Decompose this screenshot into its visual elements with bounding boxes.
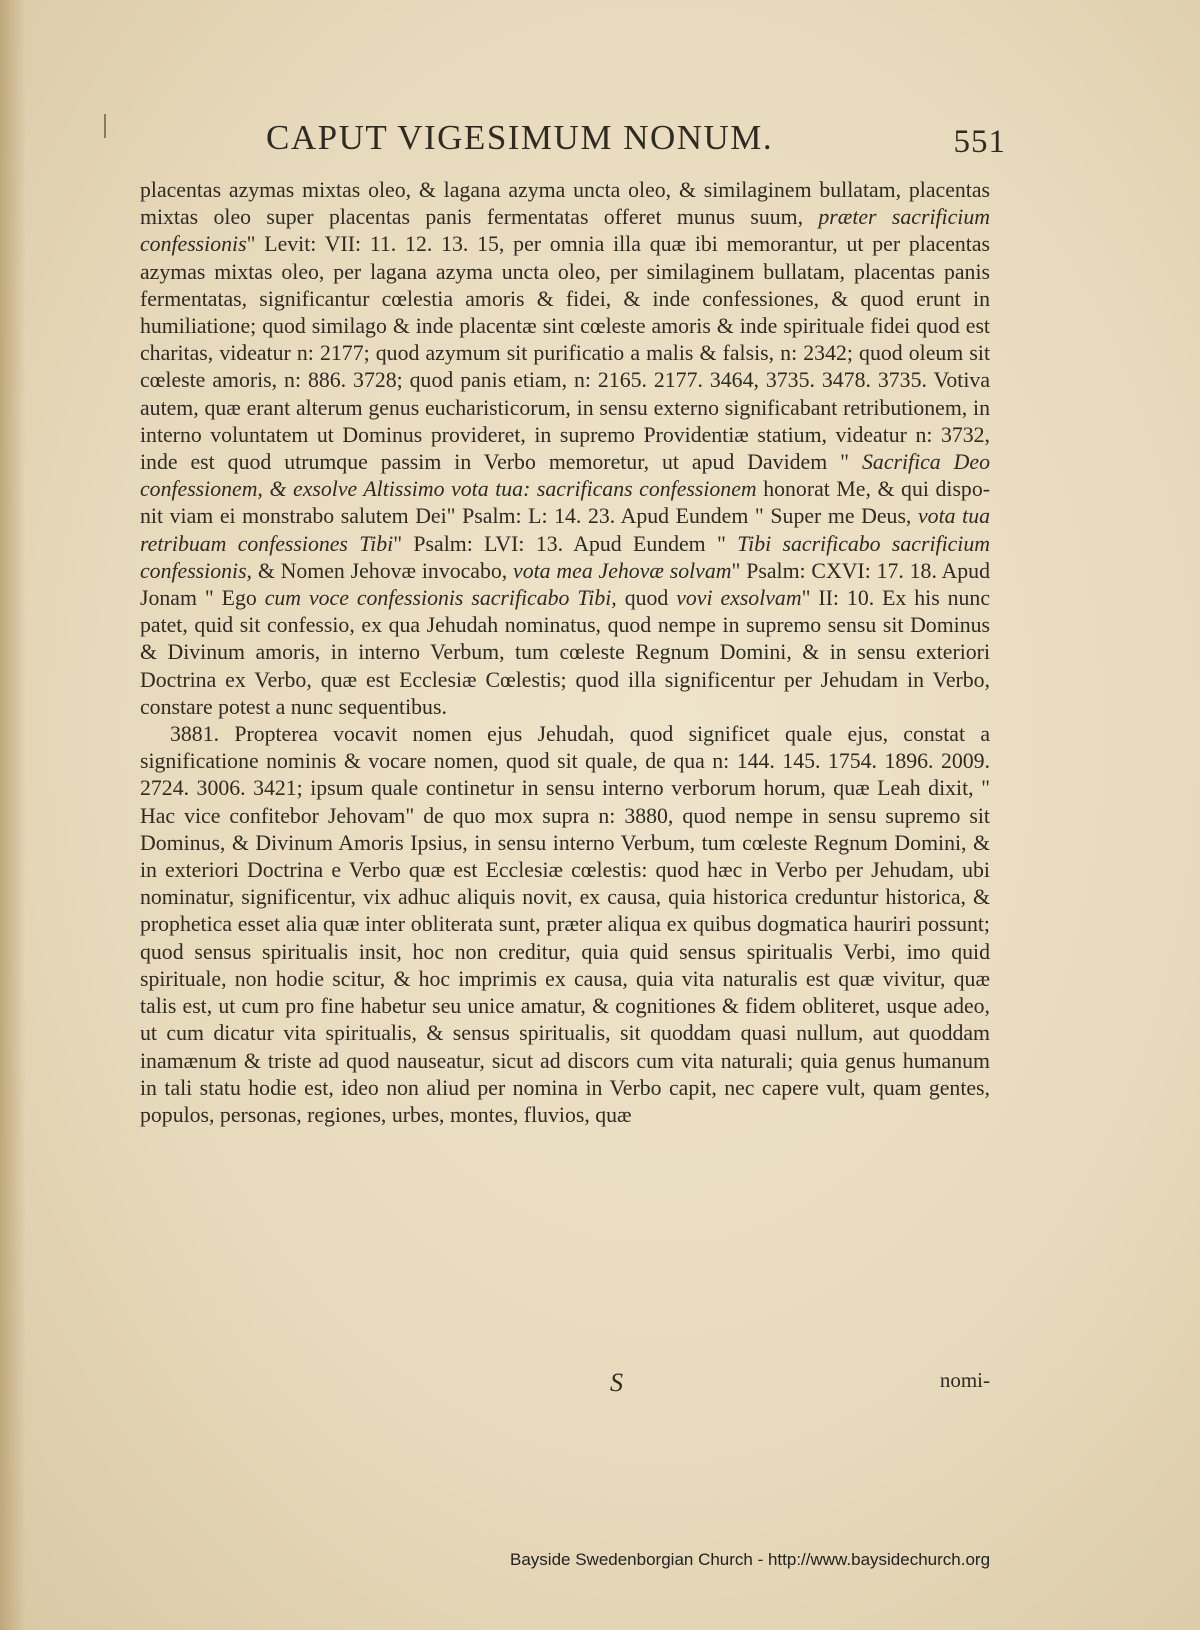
paragraph-continued: placentas azymas mixtas oleo, & lagana azyma uncta oleo, & similaginem bullatam, placentas mixtas oleo super placentas panis fermentatas offeret munus suum, præter sacrificium confessionis" Levit: VII: 11. 12. 13. 15, per omnia illa quæ ibi memorantur, ut per placentas azymas mixtas oleo, per lagana azyma uncta oleo, per similaginem bullatam, placentas panis fermentatas, significantur cœlestia amoris & fidei, & inde confessiones, & quod erunt in humiliatione; quod similago & inde placentæ sint cœleste amoris & inde spirituale fidei quod est charitas, videatur n: 2177; quod azymum sit purificatio a malis & falsis, n: 2342; quod oleum sit cœleste amoris, n: 886. 3728; quod panis etiam, n: 2165. 2177. 3464, 3735. 3478. 3735. Votiva autem, quæ erant alterum genus eucharisticorum, in sensu externo significabant retributionem, in interno voluntatem ut Dominus provideret, in supremo Providentiæ statium, videatur n: 3732, inde est quod utrumque passim in Verbo memoretur, ut apud Davidem " Sacrifica Deo confessionem, & exsolve Altissimo vota tua: sacrificans confessionem honorat Me, & qui dispo- nit viam ei monstrabo salutem Dei" Psalm: L: 14. 23. Apud Eundem " Super me Deus, vota tua retribuam confessiones Tibi" Psalm: LVI: 13. Apud Eundem " Tibi sacrificabo sacrificium confessionis, & Nomen Jehovæ invocabo, vota mea Jehovæ solvam" Psalm: CXVI: 17. 18. Apud Jonam " Ego cum voce confessionis sacrificabo Tibi, quod vovi exsolvam" II: 10. Ex his nunc patet, quid sit confessio, ex qua Jehudah nominatus, quod nempe in supremo sensu sit Dominus & Divinum amoris, in interno Verbum, tum cœleste Regnum Domini, & in sensu exteriori Doctrina ex Verbo, quæ est Ecclesiæ Cœlestis; quod illa significentur per Jehudam in Verbo, constare potest a nunc sequentibus. [140, 178, 991, 719]
running-title: CAPUT VIGESIMUM NONUM. [266, 118, 774, 157]
signature-mark: S [610, 1368, 623, 1397]
paragraph-3881: 3881. Propterea vocavit nomen ejus Jehudah, quod significet quale ejus, constat a significatione nominis & vocare nomen, quod sit quale, de qua n: 144. 145. 1754. 1896. 2009. 2724. 3006. 3421; ipsum quale continetur in sensu interno verborum horum, quæ Leah dixit, " Hac vice confitebor Jehovam" de quo mox supra n: 3880, quod nempe in sensu supremo sit Dominus, & Divinum Amoris Ipsius, in sensu interno Verbum, tum cœleste Regnum Domini, & in exteriori Doctrina e Verbo quæ est Ecclesiæ cœlestis: quod hæc in Verbo per Jehudam, ubi nominatur, significentur, vix adhuc aliquis novit, ex causa, quia historica creduntur historica, & prophetica esset alia quæ inter obliterata sunt, præter aliqua ex quibus dogmatica hauriri possunt; quod sensus spiritualis insit, hoc non creditur, quia quid sensus spiritualis Verbi, imo quid spirituale, non hodie scitur, & hoc imprimis ex causa, quia vita naturalis est quæ vivitur, quæ talis est, ut cum pro fine habetur seu unice amatur, & cognitiones & fidem obliteret, usque adeo, ut cum dicatur vita spiritualis, & sensus spiritualis, sit quoddam quasi nullum, aut quoddam inamænum & triste ad quod nauseatur, sicut ad discors cum vita naturali; quia genus humanum in tali statu hodie est, ideo non aliud per nomina in Verbo capit, nec capere vult, quam gentes, populos, personas, regiones, urbes, montes, fluvios, quæ [140, 722, 990, 1127]
page-number: 551 [953, 124, 1006, 160]
page-header [266, 118, 1006, 168]
footer-credit: Bayside Swedenborgian Church - http://www.baysidechurch.org [510, 1550, 991, 1569]
catchword: nomi- [939, 1368, 990, 1392]
body-text [140, 177, 990, 1129]
margin-mark [104, 114, 106, 138]
page-edge-shadow [0, 0, 26, 1630]
catchword-row [140, 1368, 990, 1398]
